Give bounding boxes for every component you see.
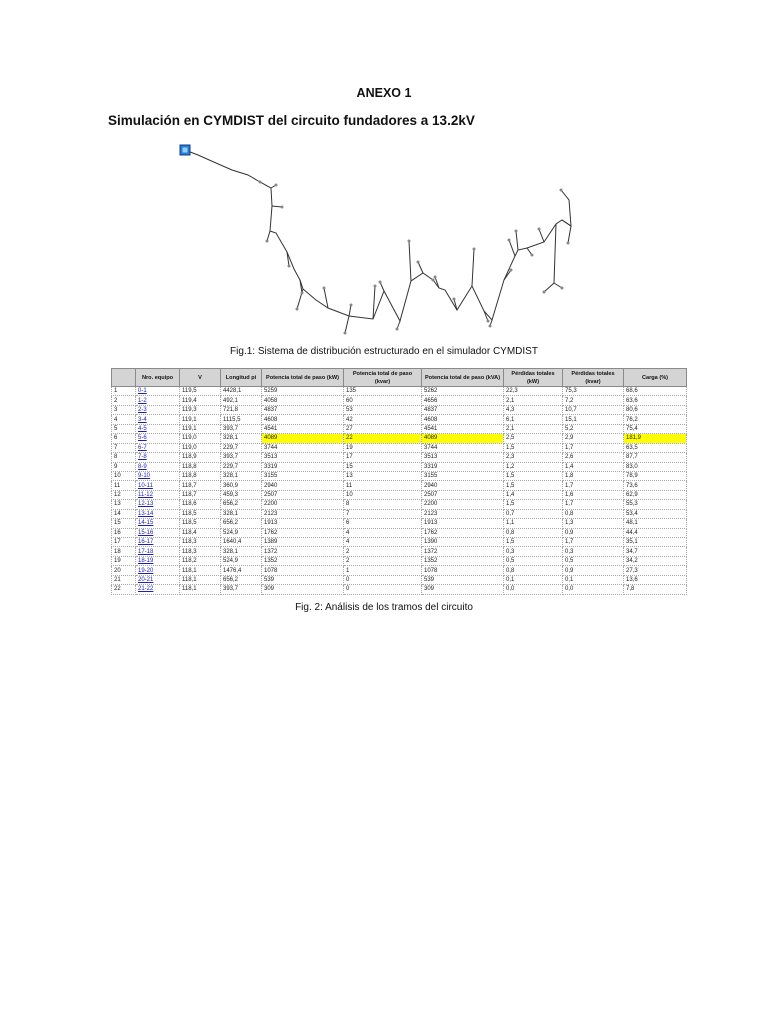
table-cell: 119,0 xyxy=(180,443,221,452)
column-header: Pérdidas totales (kvar) xyxy=(563,369,624,387)
table-cell: 4 xyxy=(344,538,422,547)
table-row xyxy=(112,387,687,396)
row-index-cell: 8 xyxy=(112,453,136,462)
table-row xyxy=(112,575,687,584)
table-row xyxy=(112,547,687,556)
table-cell: 0,8 xyxy=(504,566,563,575)
table-cell: 7,2 xyxy=(563,396,624,405)
table-cell: 229,7 xyxy=(221,443,262,452)
table-cell: 492,1 xyxy=(221,396,262,405)
table-cell: 309 xyxy=(262,585,344,594)
table-row xyxy=(112,528,687,537)
table-cell: 5,2 xyxy=(563,424,624,433)
table-cell: 393,7 xyxy=(221,585,262,594)
row-index-cell: 4 xyxy=(112,415,136,424)
table-row xyxy=(112,415,687,424)
table-cell: 0,0 xyxy=(563,585,624,594)
row-index-cell: 3 xyxy=(112,405,136,414)
equipment-link[interactable]: 7-8 xyxy=(136,453,180,462)
column-header: Potencia total de paso (kW) xyxy=(262,369,344,387)
table-cell: 2940 xyxy=(422,481,504,490)
row-index-cell: 19 xyxy=(112,556,136,565)
table-cell: 119,1 xyxy=(180,415,221,424)
table-cell: 27,3 xyxy=(624,566,687,575)
table-row xyxy=(112,462,687,471)
table-cell: 22,3 xyxy=(504,387,563,396)
table-cell: 3513 xyxy=(422,453,504,462)
table-cell: 118,3 xyxy=(180,547,221,556)
table-cell: 76,2 xyxy=(624,415,687,424)
table-cell: 1372 xyxy=(422,547,504,556)
table-cell: 4 xyxy=(344,528,422,537)
table-cell: 1,4 xyxy=(563,462,624,471)
row-index-cell: 13 xyxy=(112,500,136,509)
table-cell: 539 xyxy=(422,575,504,584)
table-cell: 4837 xyxy=(262,405,344,414)
table-cell: 2,6 xyxy=(563,453,624,462)
table-cell: 53 xyxy=(344,405,422,414)
table-cell: 118,2 xyxy=(180,556,221,565)
table-cell: 1,5 xyxy=(504,443,563,452)
row-index-cell: 16 xyxy=(112,528,136,537)
table-cell: 2200 xyxy=(422,500,504,509)
source-node-icon xyxy=(180,145,190,155)
table-cell: 11 xyxy=(344,481,422,490)
table-body xyxy=(112,387,687,595)
table-cell: 62,9 xyxy=(624,490,687,499)
table-cell: 135 xyxy=(344,387,422,396)
table-cell: 3744 xyxy=(262,443,344,452)
row-index-cell: 1 xyxy=(112,387,136,396)
table-cell: 118,7 xyxy=(180,490,221,499)
table-cell: 2 xyxy=(344,547,422,556)
column-header: Potencia total de paso (kVA) xyxy=(422,369,504,387)
equipment-link[interactable]: 11-12 xyxy=(136,490,180,499)
equipment-link[interactable]: 20-21 xyxy=(136,575,180,584)
table-cell: 1,5 xyxy=(504,538,563,547)
equipment-link[interactable]: 18-19 xyxy=(136,556,180,565)
table-cell: 3155 xyxy=(422,471,504,480)
equipment-link[interactable]: 2-3 xyxy=(136,405,180,414)
branch-line xyxy=(418,262,423,273)
table-cell: 0,1 xyxy=(504,575,563,584)
table-row xyxy=(112,443,687,452)
table-cell: 118,1 xyxy=(180,585,221,594)
table-cell: 75,3 xyxy=(563,387,624,396)
table-cell: 4089 xyxy=(262,434,344,443)
branch-line xyxy=(472,249,474,286)
branch-line xyxy=(554,224,556,283)
row-index-cell: 21 xyxy=(112,575,136,584)
table-cell: 118,3 xyxy=(180,538,221,547)
table-cell: 44,4 xyxy=(624,528,687,537)
table-cell: 75,4 xyxy=(624,424,687,433)
table-cell: 34,2 xyxy=(624,556,687,565)
branch-line xyxy=(568,226,571,243)
table-cell: 1762 xyxy=(422,528,504,537)
table-cell: 5262 xyxy=(422,387,504,396)
table-cell: 63,5 xyxy=(624,443,687,452)
row-index-cell: 10 xyxy=(112,471,136,480)
table-cell: 2 xyxy=(344,556,422,565)
table-cell: 13 xyxy=(344,471,422,480)
row-index-cell: 11 xyxy=(112,481,136,490)
branch-line xyxy=(345,316,349,333)
table-cell: 1762 xyxy=(262,528,344,537)
table-cell: 1078 xyxy=(262,566,344,575)
row-index-cell: 2 xyxy=(112,396,136,405)
branch-line xyxy=(539,229,544,242)
column-header: Longitud pi xyxy=(221,369,262,387)
table-cell: 42 xyxy=(344,415,422,424)
table-cell: 2,1 xyxy=(504,396,563,405)
table-cell: 60 xyxy=(344,396,422,405)
table-cell: 1,7 xyxy=(563,538,624,547)
table-cell: 119,4 xyxy=(180,396,221,405)
equipment-link[interactable]: 1-2 xyxy=(136,396,180,405)
table-cell: 3744 xyxy=(422,443,504,452)
column-header: Carga (%) xyxy=(624,369,687,387)
table-cell: 119,5 xyxy=(180,387,221,396)
table-cell: 118,1 xyxy=(180,575,221,584)
equipment-link[interactable]: 10-11 xyxy=(136,481,180,490)
table-row xyxy=(112,538,687,547)
table-cell: 1,5 xyxy=(504,471,563,480)
table-row xyxy=(112,481,687,490)
column-header xyxy=(112,369,136,387)
equipment-link[interactable]: 16-17 xyxy=(136,538,180,547)
table-cell: 15,1 xyxy=(563,415,624,424)
table-cell: 119,1 xyxy=(180,424,221,433)
table-cell: 118,5 xyxy=(180,519,221,528)
row-index-cell: 22 xyxy=(112,585,136,594)
equipment-link[interactable]: 15-16 xyxy=(136,528,180,537)
table-cell: 22 xyxy=(344,434,422,443)
network-lines xyxy=(185,150,571,333)
table-cell: 181,9 xyxy=(624,434,687,443)
table-cell: 80,6 xyxy=(624,405,687,414)
table-cell: 1352 xyxy=(262,556,344,565)
column-header: V xyxy=(180,369,221,387)
circuit-section-table xyxy=(111,368,687,595)
row-index-cell: 7 xyxy=(112,443,136,452)
table-cell: 4541 xyxy=(422,424,504,433)
distribution-network-diagram xyxy=(176,140,592,336)
table-row xyxy=(112,509,687,518)
table-cell: 55,3 xyxy=(624,500,687,509)
table-cell: 73,6 xyxy=(624,481,687,490)
table-cell: 328,1 xyxy=(221,434,262,443)
table-cell: 4656 xyxy=(422,396,504,405)
table-cell: 1352 xyxy=(422,556,504,565)
table-cell: 6,1 xyxy=(504,415,563,424)
table-cell: 83,0 xyxy=(624,462,687,471)
equipment-link[interactable]: 12-13 xyxy=(136,500,180,509)
table-cell: 4428,1 xyxy=(221,387,262,396)
equipment-link[interactable]: 0-1 xyxy=(136,387,180,396)
table-cell: 78,9 xyxy=(624,471,687,480)
table-cell: 1,7 xyxy=(563,481,624,490)
table-cell: 2200 xyxy=(262,500,344,509)
table-row xyxy=(112,585,687,594)
table-cell: 4,3 xyxy=(504,405,563,414)
equipment-link[interactable]: 5-6 xyxy=(136,434,180,443)
main-feeder xyxy=(185,150,571,321)
table-cell: 328,1 xyxy=(221,547,262,556)
row-index-cell: 12 xyxy=(112,490,136,499)
table-cell: 1476,4 xyxy=(221,566,262,575)
table-cell: 118,8 xyxy=(180,462,221,471)
table-cell: 118,7 xyxy=(180,481,221,490)
table-cell: 1390 xyxy=(422,538,504,547)
table-cell: 1,3 xyxy=(563,519,624,528)
branch-line xyxy=(509,240,515,256)
table-cell: 4089 xyxy=(422,434,504,443)
table-cell: 0,5 xyxy=(504,556,563,565)
table-cell: 2,9 xyxy=(563,434,624,443)
table-cell: 0,3 xyxy=(563,547,624,556)
column-header: Nro. equipo xyxy=(136,369,180,387)
table-cell: 656,2 xyxy=(221,519,262,528)
branch-line xyxy=(349,305,351,316)
table-cell: 0,5 xyxy=(563,556,624,565)
branch-line xyxy=(516,231,518,250)
table-cell: 1115,5 xyxy=(221,415,262,424)
table-cell: 393,7 xyxy=(221,453,262,462)
table-cell: 19 xyxy=(344,443,422,452)
table-row xyxy=(112,453,687,462)
table-cell: 17 xyxy=(344,453,422,462)
table-cell: 118,5 xyxy=(180,509,221,518)
table-cell: 119,3 xyxy=(180,405,221,414)
table-cell: 118,9 xyxy=(180,453,221,462)
table-cell: 1,8 xyxy=(563,471,624,480)
table-cell: 459,3 xyxy=(221,490,262,499)
table-cell: 63,6 xyxy=(624,396,687,405)
table-cell: 10 xyxy=(344,490,422,499)
table-cell: 2940 xyxy=(262,481,344,490)
table-cell: 1,7 xyxy=(563,443,624,452)
table-cell: 2,1 xyxy=(504,424,563,433)
table-cell: 118,1 xyxy=(180,566,221,575)
table-cell: 360,9 xyxy=(221,481,262,490)
row-index-cell: 20 xyxy=(112,566,136,575)
table-cell: 4608 xyxy=(422,415,504,424)
table-row xyxy=(112,490,687,499)
row-index-cell: 17 xyxy=(112,538,136,547)
table-cell: 3319 xyxy=(262,462,344,471)
branch-line xyxy=(562,220,571,226)
table-cell: 1913 xyxy=(262,519,344,528)
table-cell: 721,8 xyxy=(221,405,262,414)
table-cell: 1,2 xyxy=(504,462,563,471)
equipment-link[interactable]: 13-14 xyxy=(136,509,180,518)
table-cell: 524,9 xyxy=(221,528,262,537)
column-header: Potencia total de paso (kvar) xyxy=(344,369,422,387)
table-cell: 2,5 xyxy=(504,434,563,443)
table-cell: 4058 xyxy=(262,396,344,405)
table-cell: 1,4 xyxy=(504,490,563,499)
equipment-link[interactable]: 14-15 xyxy=(136,519,180,528)
equipment-link[interactable]: 17-18 xyxy=(136,547,180,556)
table-row xyxy=(112,471,687,480)
table-cell: 0,7 xyxy=(504,509,563,518)
table-row xyxy=(112,500,687,509)
table-cell: 7,8 xyxy=(624,585,687,594)
table-cell: 3513 xyxy=(262,453,344,462)
table-cell: 2123 xyxy=(262,509,344,518)
table-cell: 7 xyxy=(344,509,422,518)
table-cell: 4541 xyxy=(262,424,344,433)
table-cell: 2507 xyxy=(262,490,344,499)
table-cell: 2,3 xyxy=(504,453,563,462)
table-cell: 1078 xyxy=(422,566,504,575)
document-subtitle: Simulación en CYMDIST del circuito fundadores a 13.2kV xyxy=(108,113,475,128)
table-cell: 5259 xyxy=(262,387,344,396)
table-cell: 539 xyxy=(262,575,344,584)
branch-line xyxy=(435,277,439,288)
table-row xyxy=(112,424,687,433)
table-cell: 15 xyxy=(344,462,422,471)
table-cell: 1,5 xyxy=(504,500,563,509)
table-cell: 0,9 xyxy=(563,528,624,537)
table-cell: 87,7 xyxy=(624,453,687,462)
table-cell: 10,7 xyxy=(563,405,624,414)
equipment-link[interactable]: 19-20 xyxy=(136,566,180,575)
table-cell: 0,9 xyxy=(563,566,624,575)
branch-line xyxy=(267,231,270,241)
table-cell: 656,2 xyxy=(221,500,262,509)
table-cell: 393,7 xyxy=(221,424,262,433)
table-cell: 0,8 xyxy=(504,528,563,537)
table-cell: 0 xyxy=(344,585,422,594)
table-cell: 48,1 xyxy=(624,519,687,528)
table-cell: 1,5 xyxy=(504,481,563,490)
equipment-link[interactable]: 21-22 xyxy=(136,585,180,594)
table-cell: 1640,4 xyxy=(221,538,262,547)
row-index-cell: 9 xyxy=(112,462,136,471)
table-cell: 6 xyxy=(344,519,422,528)
row-index-cell: 15 xyxy=(112,519,136,528)
table-cell: 0,0 xyxy=(504,585,563,594)
table-row xyxy=(112,405,687,414)
branch-line xyxy=(409,241,411,281)
branch-line xyxy=(272,206,282,207)
table-row xyxy=(112,556,687,565)
table-cell: 13,6 xyxy=(624,575,687,584)
branch-line xyxy=(544,283,554,292)
row-index-cell: 5 xyxy=(112,424,136,433)
table-cell: 0,1 xyxy=(563,575,624,584)
equipment-link[interactable]: 6-7 xyxy=(136,443,180,452)
table-cell: 524,9 xyxy=(221,556,262,565)
equipment-link[interactable]: 3-4 xyxy=(136,415,180,424)
table-cell: 8 xyxy=(344,500,422,509)
row-index-cell: 14 xyxy=(112,509,136,518)
table-cell: 1,6 xyxy=(563,490,624,499)
table-cell: 309 xyxy=(422,585,504,594)
load-markers xyxy=(259,181,570,335)
table-cell: 0,3 xyxy=(504,547,563,556)
table-cell: 35,1 xyxy=(624,538,687,547)
branch-line xyxy=(324,288,328,308)
equipment-link[interactable]: 4-5 xyxy=(136,424,180,433)
table-cell: 1 xyxy=(344,566,422,575)
table-row xyxy=(112,519,687,528)
table-cell: 1,7 xyxy=(563,500,624,509)
table-cell: 1389 xyxy=(262,538,344,547)
figure-2-caption: Fig. 2: Análisis de los tramos del circuito xyxy=(295,602,473,613)
table-cell: 4837 xyxy=(422,405,504,414)
table-cell: 656,2 xyxy=(221,575,262,584)
table-cell: 0 xyxy=(344,575,422,584)
equipment-link[interactable]: 8-9 xyxy=(136,462,180,471)
table-cell: 119,0 xyxy=(180,434,221,443)
table-cell: 118,8 xyxy=(180,471,221,480)
table-cell: 2123 xyxy=(422,509,504,518)
table-cell: 2507 xyxy=(422,490,504,499)
equipment-link[interactable]: 9-10 xyxy=(136,471,180,480)
table-row xyxy=(112,396,687,405)
table-header-row xyxy=(112,369,687,387)
table-cell: 1,1 xyxy=(504,519,563,528)
figure-1-caption: Fig.1: Sistema de distribución estructurado en el simulador CYMDIST xyxy=(230,346,538,357)
table-cell: 1372 xyxy=(262,547,344,556)
row-index-cell: 18 xyxy=(112,547,136,556)
table-cell: 68,6 xyxy=(624,387,687,396)
table-cell: 27 xyxy=(344,424,422,433)
table-row xyxy=(112,434,687,443)
table-cell: 118,4 xyxy=(180,528,221,537)
table-row xyxy=(112,566,687,575)
row-index-cell: 6 xyxy=(112,434,136,443)
table-cell: 34,7 xyxy=(624,547,687,556)
table-cell: 229,7 xyxy=(221,462,262,471)
table-cell: 3319 xyxy=(422,462,504,471)
table-cell: 4608 xyxy=(262,415,344,424)
table-cell: 328,1 xyxy=(221,471,262,480)
table-cell: 0,8 xyxy=(563,509,624,518)
table-cell: 118,6 xyxy=(180,500,221,509)
column-header: Pérdidas totales (kW) xyxy=(504,369,563,387)
table-cell: 53,4 xyxy=(624,509,687,518)
table-cell: 328,1 xyxy=(221,509,262,518)
annex-title: ANEXO 1 xyxy=(356,86,412,100)
table-cell: 3155 xyxy=(262,471,344,480)
table-cell: 1913 xyxy=(422,519,504,528)
